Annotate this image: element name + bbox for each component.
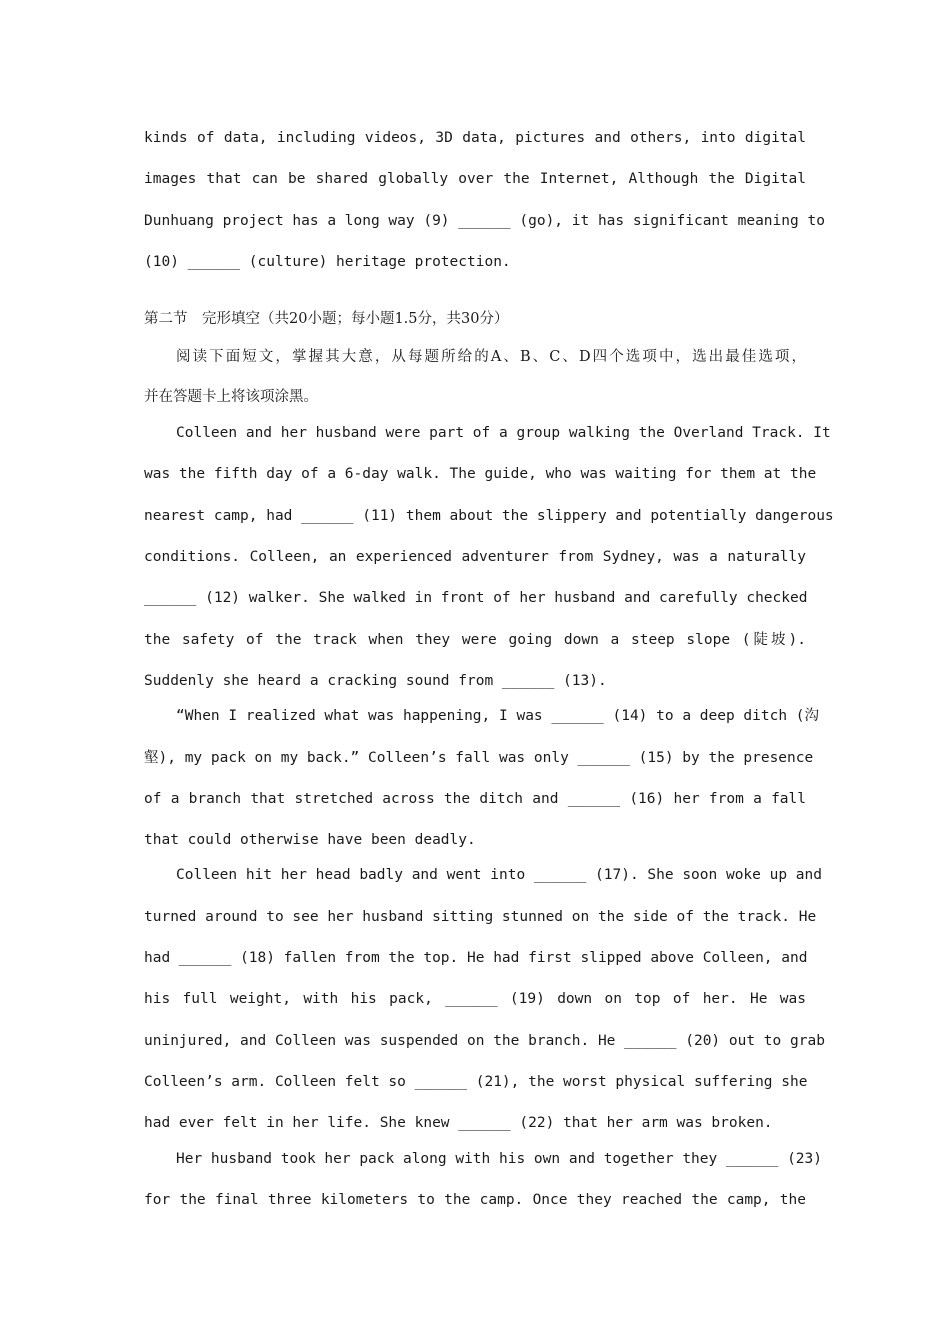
text-line: was the fifth day of a 6-day walk. The guide, who was waiting for them at the [144,466,817,483]
passage-paragraph-2 [144,696,820,861]
text-line: images that can be shared globally over the Internet, Although the Digital [144,171,806,188]
passage-paragraph-3 [144,855,825,1144]
text-line: for the final three kilometers to the camp. Once they reached the camp, the [144,1191,806,1208]
text-line: turned around to see her husband sitting stunned on the side of the track. He [144,908,817,925]
passage-paragraph-4 [144,1139,823,1222]
text-line: 阅读下面短文，掌握其大意，从每题所给的A、B、C、D四个选项中，选出最佳选项， [176,349,806,366]
text-line: Colleen’s arm. Colleen felt so ______ (21), the worst physical suffering she [144,1073,808,1090]
text-line: kinds of data, including videos, 3D data, pictures and others, into digital [144,130,806,146]
text-line: uninjured, and Colleen was suspended on the branch. He ______ (20) out to grab [144,1032,825,1049]
text-line: 并在答题卡上将该项涂黑。 [144,389,318,406]
text-line: Colleen and her husband were part of a group walking the Overland Track. It [176,425,831,442]
text-line: “When I realized what was happening, I was ______ (14) to a deep ditch (沟 [176,708,820,725]
paragraph-dunhuang [144,118,825,283]
text-line: nearest camp, had ______ (11) them about the slippery and potentially dangerous [144,507,834,524]
instructions [144,337,806,417]
text-line: of a branch that stretched across the ditch and ______ (16) her from a fall [144,790,806,807]
section-heading: 第二节 完形填空（共20小题；每小题1.5分，共30分） [144,311,509,328]
passage-paragraph-1 [144,413,834,702]
text-line: Her husband took her pack along with his own and together they ______ (23) [176,1150,823,1167]
text-line: his full weight, with his pack, ______ (19) down on top of her. He was [144,991,806,1008]
text-line: Suddenly she heard a cracking sound from ______ (13). [144,672,607,689]
text-line: conditions. Colleen, an experienced adventurer from Sydney, was a naturally [144,549,806,566]
text-line: that could otherwise have been deadly. [144,832,476,849]
text-line: Colleen hit her head badly and went into ______ (17). She soon woke up and [176,867,823,884]
text-line: had ______ (18) fallen from the top. He had first slipped above Colleen, and [144,950,808,967]
text-line: had ever felt in her life. She knew ______ (22) that her arm was broken. [144,1115,773,1132]
text-line: Dunhuang project has a long way (9) ______ (go), it has significant meaning to [144,212,825,229]
text-line: the safety of the track when they were going down a steep slope (陡坡). [144,631,806,648]
text-line: (10) ______ (culture) heritage protection. [144,253,511,270]
text-line: ______ (12) walker. She walked in front of her husband and carefully checked [144,590,808,607]
document-page [144,118,834,1221]
text-line: 壑), my pack on my back.” Colleen’s fall was only ______ (15) by the presence [144,749,814,766]
